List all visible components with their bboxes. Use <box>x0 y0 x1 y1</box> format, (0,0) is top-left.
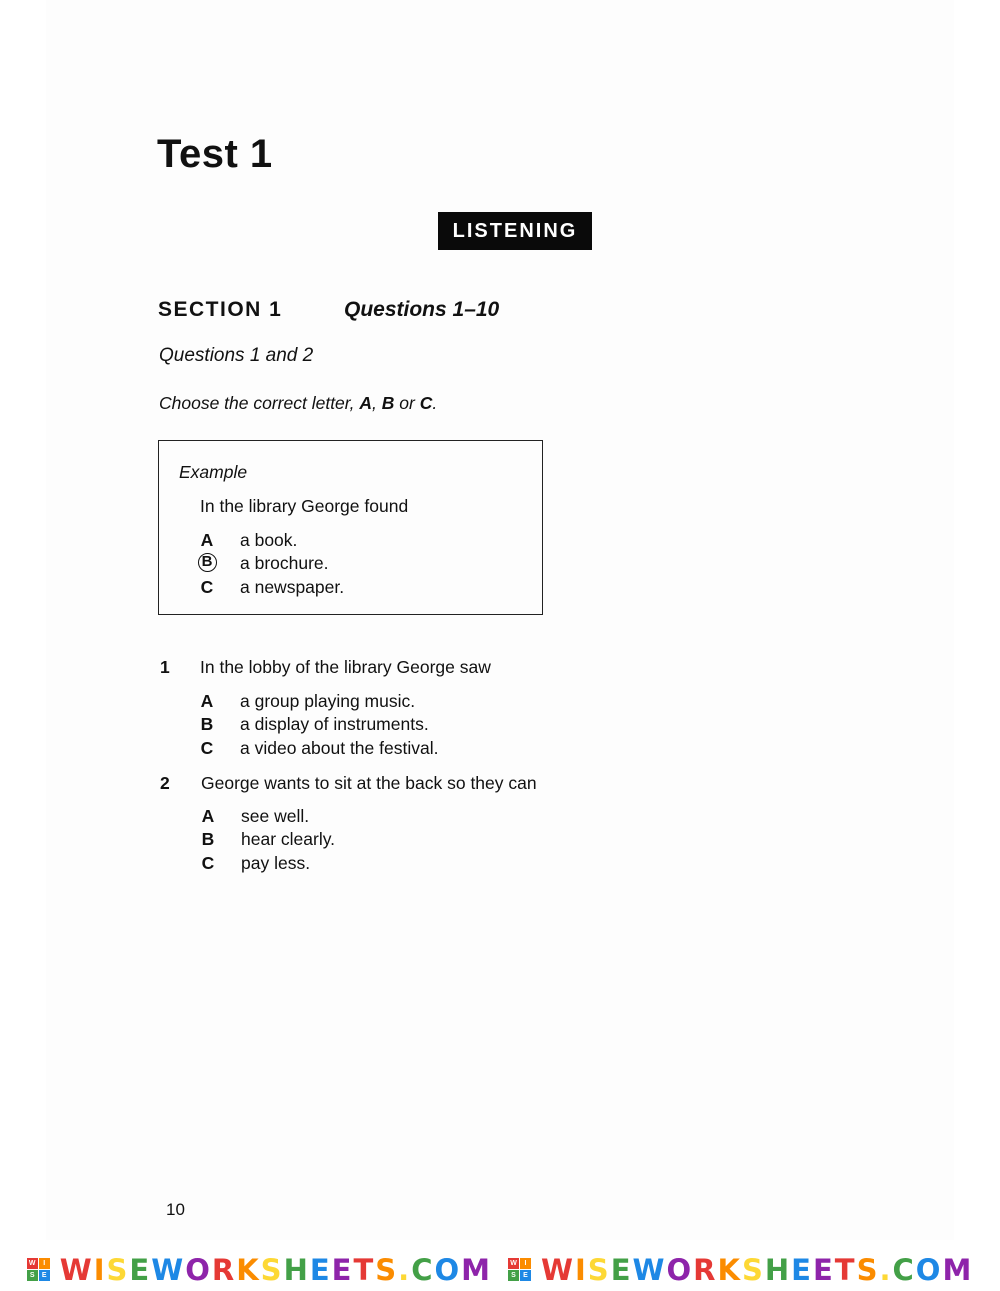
option-letter: C <box>201 853 215 873</box>
watermark-letter: H <box>764 1252 792 1287</box>
option-letter: B <box>200 714 214 734</box>
listening-badge <box>438 212 592 250</box>
option-letter: A <box>201 806 215 826</box>
watermark-letter: M <box>461 1252 492 1287</box>
watermark-letter: W <box>59 1252 94 1287</box>
test-title: Test 1 <box>157 132 273 176</box>
watermark-letter: O <box>915 1252 943 1287</box>
page-number: 10 <box>166 1200 185 1219</box>
watermark-letter: E <box>129 1252 152 1287</box>
watermark-letter: E <box>791 1252 813 1287</box>
watermark-letter: W <box>632 1252 667 1287</box>
watermark-text-label <box>60 1253 492 1287</box>
watermark-text <box>60 1253 492 1287</box>
example-stem: In the library George found <box>200 496 409 516</box>
watermark-letter: R <box>693 1252 718 1287</box>
watermark-letter: H <box>283 1252 310 1287</box>
watermark-text-label <box>541 1253 973 1287</box>
instruction-text <box>159 393 437 414</box>
watermark-letter: S <box>741 1252 765 1287</box>
option-text: a group playing music. <box>240 691 416 711</box>
watermark-letter: T <box>834 1252 857 1287</box>
circled-letter: B <box>198 553 217 572</box>
watermark-letter: O <box>666 1252 694 1287</box>
question-number: 1 <box>160 657 170 677</box>
watermark-logo-icon <box>27 1258 50 1281</box>
watermark-letter: O <box>434 1252 462 1287</box>
watermark-letter: E <box>812 1252 835 1287</box>
watermark-letter: S <box>587 1252 611 1287</box>
watermark-letter: E <box>610 1252 633 1287</box>
watermark-letter: C <box>411 1252 435 1287</box>
example-option-text: a book. <box>240 530 298 550</box>
instruction-suffix: . <box>432 393 438 413</box>
option-text: a display of instruments. <box>240 714 429 734</box>
watermark-letter: S <box>106 1252 130 1287</box>
option-letter: C <box>200 738 214 758</box>
logo-letter: E <box>39 1270 50 1281</box>
question-stem: In the lobby of the library George saw <box>200 657 491 677</box>
logo-letter: E <box>520 1270 531 1281</box>
section-range: Questions 1–10 <box>344 298 500 321</box>
watermark-letter: I <box>575 1252 588 1287</box>
instruction-letter-a: A <box>359 393 373 413</box>
example-selected-answer <box>197 553 217 572</box>
watermark-letter: . <box>398 1252 412 1287</box>
watermark-text <box>541 1253 973 1287</box>
watermark-letter: . <box>879 1252 893 1287</box>
watermark-letter: S <box>375 1252 399 1287</box>
questions-sub-heading: Questions 1 and 2 <box>159 345 314 366</box>
instruction-prefix: Choose the correct letter, <box>159 393 360 413</box>
option-text: a video about the festival. <box>240 738 439 758</box>
watermark-letter: K <box>717 1252 742 1287</box>
watermark-letter: R <box>211 1252 237 1287</box>
watermark-letter: T <box>353 1252 376 1287</box>
watermark-letter: E <box>309 1252 332 1287</box>
logo-letter: I <box>520 1258 531 1269</box>
option-letter: B <box>201 829 215 849</box>
question-stem: George wants to sit at the back so they can <box>201 773 537 793</box>
watermark-letter: E <box>331 1252 354 1287</box>
example-option-text: a brochure. <box>240 553 329 573</box>
watermark-letter: K <box>236 1252 261 1287</box>
instruction-sep1: , <box>372 393 382 413</box>
instruction-sep2: or <box>394 393 420 413</box>
logo-letter: I <box>39 1258 50 1269</box>
option-text: hear clearly. <box>241 829 336 849</box>
watermark-letter: I <box>93 1252 107 1287</box>
option-text: see well. <box>241 806 310 826</box>
logo-letter: S <box>508 1270 519 1281</box>
section-label: SECTION 1 <box>158 298 283 321</box>
option-letter: A <box>200 691 214 711</box>
listening-label: LISTENING <box>452 219 578 242</box>
option-text: pay less. <box>241 853 311 873</box>
example-label: Example <box>179 462 248 482</box>
watermark-letter: S <box>856 1252 880 1287</box>
watermark-footer <box>0 1248 1000 1291</box>
example-option-letter: C <box>200 577 214 597</box>
example-option-letter: A <box>200 530 214 550</box>
question-number: 2 <box>160 773 170 793</box>
instruction-letter-c: C <box>419 393 433 413</box>
instruction-letter-b: B <box>381 393 395 413</box>
logo-letter: S <box>27 1270 38 1281</box>
watermark-logo-icon <box>508 1258 531 1281</box>
worksheet-page <box>46 0 954 1240</box>
watermark-letter: S <box>260 1252 284 1287</box>
logo-letter: W <box>27 1258 38 1269</box>
logo-letter: W <box>508 1258 519 1269</box>
watermark-letter: M <box>942 1252 974 1287</box>
watermark-letter: W <box>151 1252 186 1287</box>
watermark-letter: W <box>541 1252 575 1287</box>
watermark-letter: O <box>185 1252 212 1287</box>
example-option-text: a newspaper. <box>240 577 345 597</box>
watermark-letter: C <box>892 1252 916 1287</box>
